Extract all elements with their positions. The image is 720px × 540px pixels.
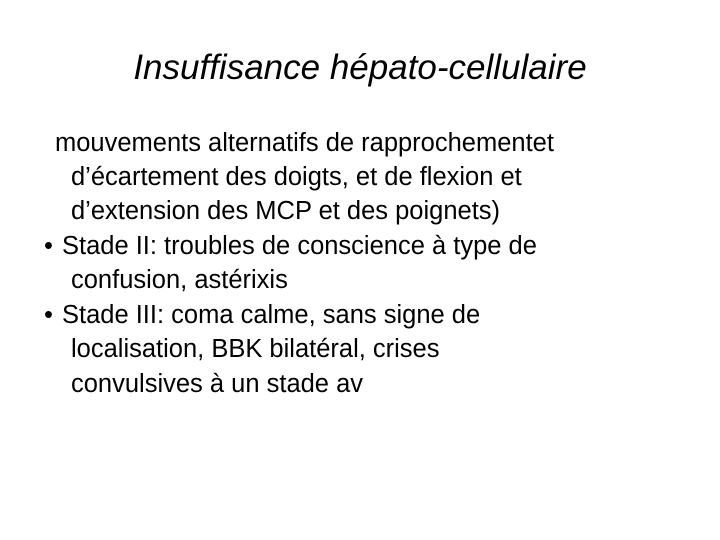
body-line-7: localisation, BBK bilatéral, crises xyxy=(71,335,440,363)
bullet-text: Stade III: coma calme, sans signe de xyxy=(62,301,481,329)
body-line-8: convulsives à un stade av xyxy=(71,370,364,398)
bullet-icon: • xyxy=(44,232,53,260)
bullet-item-stage-3 xyxy=(44,298,480,333)
bullet-icon: • xyxy=(44,301,53,329)
slide-title: Insuffisance hépato-cellulaire xyxy=(133,48,587,87)
bullet-text: Stade II: troubles de conscience à type de xyxy=(62,232,537,260)
body-line-2: d’écartement des doigts, et de flexion et xyxy=(71,163,522,191)
body-line-3: d’extension des MCP et des poignets) xyxy=(71,197,501,225)
bullet-item-stage-2 xyxy=(44,229,537,264)
body-line-1: mouvements alternatifs de rapprochementet xyxy=(55,129,554,157)
body-line-5: confusion, astérixis xyxy=(71,266,288,294)
